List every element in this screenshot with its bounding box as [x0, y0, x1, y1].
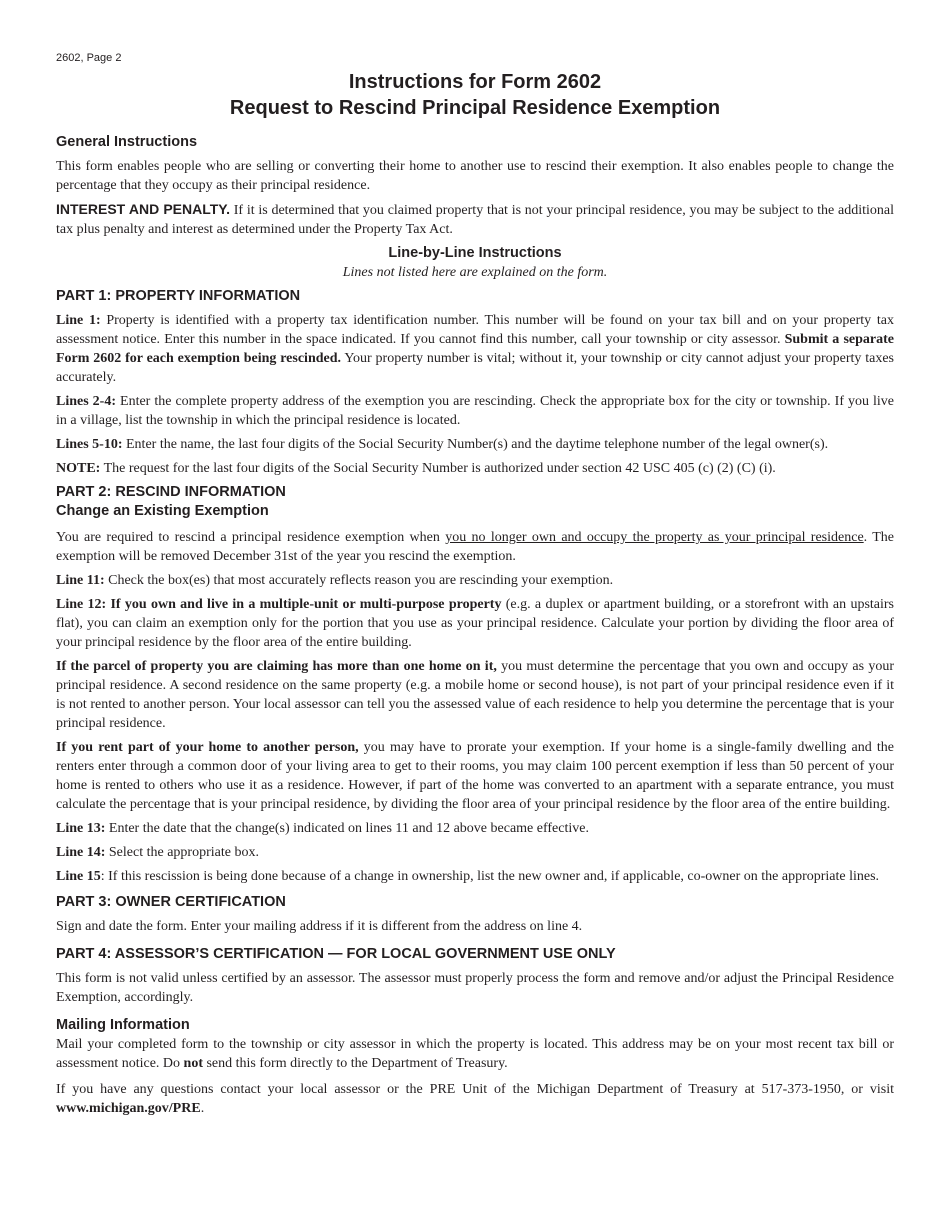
line14-label: Line 14: — [56, 845, 106, 860]
rent-paragraph — [56, 738, 894, 814]
line15-paragraph — [56, 867, 894, 886]
interest-penalty-label: INTEREST AND PENALTY. — [56, 201, 230, 217]
parcel-paragraph — [56, 657, 894, 733]
part4-text: This form is not valid unless certified by an assessor. The assessor must properly process the form and remove and/or adjust the Principal Residence Exemption, accordingly. — [56, 971, 894, 1005]
line11-text: Check the box(es) that most accurately reflects reason you are rescinding your exemption. — [104, 573, 614, 588]
note-paragraph — [56, 459, 894, 478]
general-instructions-heading: General Instructions — [56, 134, 198, 150]
line1-text-2: Your property number is vital; without it, your township or city cannot adjust your property taxes accurately. — [56, 351, 894, 385]
line1-paragraph — [56, 311, 894, 387]
line-by-line-subheading: Lines not listed here are explained on the form. — [342, 265, 608, 280]
line15-label: Line 15 — [56, 869, 101, 884]
mailing-paragraph-1 — [56, 1035, 894, 1073]
part2-heading: PART 2: RESCIND INFORMATION — [56, 484, 286, 500]
line13-label: Line 13: — [56, 821, 106, 836]
line13-text: Enter the date that the change(s) indicated on lines 11 and 12 above became effective. — [105, 821, 589, 836]
pre-website-link[interactable]: www.michigan.gov/PRE — [56, 1101, 201, 1116]
lines5-10-paragraph — [56, 435, 894, 454]
part3-text: Sign and date the form. Enter your mailing address if it is different from the address on line 4. — [56, 919, 583, 934]
part3-heading: PART 3: OWNER CERTIFICATION — [56, 894, 286, 910]
note-label: NOTE: — [56, 461, 101, 476]
title-line-2: Request to Rescind Principal Residence Exemption — [229, 97, 721, 119]
page-number: 2602, Page 2 — [56, 52, 122, 64]
line1-label: Line 1: — [56, 313, 101, 328]
line14-paragraph — [56, 843, 894, 862]
instructions-page — [56, 52, 894, 1118]
rescind-intro-underlined: you no longer own and occupy the property as your principal residence — [445, 530, 864, 545]
part2-subheading: Change an Existing Exemption — [56, 503, 269, 519]
part4-heading: PART 4: ASSESSOR’S CERTIFICATION — FOR LOCAL GOVERNMENT USE ONLY — [56, 946, 616, 962]
line12-paragraph — [56, 595, 894, 652]
lines2-4-text: Enter the complete property address of the exemption you are rescinding. Check the appropriate box for the city or township. If you live in a village, list the township in which the principal residence is located. — [56, 394, 894, 428]
parcel-label: If the parcel of property you are claiming has more than one home on it, — [56, 659, 497, 674]
rescind-intro-paragraph — [56, 528, 894, 566]
mailing-paragraph-2 — [56, 1080, 894, 1118]
line-by-line-heading: Line-by-Line Instructions — [388, 245, 562, 261]
line11-paragraph — [56, 571, 894, 590]
lines2-4-paragraph — [56, 392, 894, 430]
general-instructions-text: This form enables people who are selling or converting their home to another use to rescind their exemption. It also enables people to change the percentage that they occupy as their principal residence. — [56, 159, 894, 193]
line13-paragraph — [56, 819, 894, 838]
rescind-intro-text-2: . The exemption will be removed December 31st of the year you rescind the exemption. — [56, 530, 895, 564]
rent-text: you may have to prorate your exemption. If your home is a single-family dwelling and the renters enter through a common door of your living area to get to their rooms, you may claim 100 percent exemption if less than 50 percent of your home is rented to others who use it as a residence. However, if part of the home was converted to an apartment with a separate entrance, you must calculate the percentage that is your principal residence, by dividing the floor area of your principal residence by the floor area of the entire building. — [56, 740, 894, 812]
parcel-text: you must determine the percentage that you own and occupy as your principal residence. A second residence on the same property (e.g. a mobile home or second house), is not part of your principal residence even if it is not rented to another person. Your local assessor can tell you the assessed value of each residence to help you determine the percentage that is your principal residence. — [56, 659, 894, 731]
mailing-heading: Mailing Information — [56, 1017, 190, 1033]
lines5-10-label: Lines 5-10: — [56, 437, 123, 452]
line12-text: (e.g. a duplex or apartment building, or a storefront with an upstairs flat), you can claim an exemption only for the portion that you use as your principal residence. Calculate your portion by dividing the floor area of your principal residence by the floor area of the entire building. — [56, 597, 894, 650]
line15-text: : If this rescission is being done because of a change in ownership, list the new owner and, if applicable, co-owner on the appropriate lines. — [100, 869, 880, 884]
note-text: The request for the last four digits of the Social Security Number is authorized under section 42 USC 405 (c) (2) (C) (i). — [100, 461, 776, 476]
rescind-intro-text: You are required to rescind a principal residence exemption when — [56, 530, 446, 545]
page-title — [56, 69, 894, 121]
part1-heading: PART 1: PROPERTY INFORMATION — [56, 288, 301, 304]
mailing-text-2: If you have any questions contact your local assessor or the PRE Unit of the Michigan Department of Treasury at 517-373-1950, or visit — [56, 1082, 894, 1097]
interest-penalty-text: If it is determined that you claimed property that is not your principal residence, you may be subject to the additional tax plus penalty and interest as determined under the Property Tax Act. — [56, 203, 894, 237]
title-line-1: Instructions for Form 2602 — [348, 71, 602, 93]
mailing-text-1: Mail your completed form to the township or city assessor in which the property is located. This address may be on your most recent tax bill or assessment notice. Do — [56, 1037, 894, 1071]
lines2-4-label: Lines 2-4: — [56, 394, 117, 409]
line1-text: Property is identified with a property tax identification number. This number will be found on your tax bill and on your property tax assessment notice. Enter this number in the space indicated. If you cannot find this number, call your township or city assessor. — [56, 313, 894, 347]
mailing-not-bold: not — [183, 1056, 203, 1071]
mailing-text-2-end: . — [200, 1101, 205, 1116]
lines5-10-text: Enter the name, the last four digits of the Social Security Number(s) and the daytime telephone number of the legal owner(s). — [122, 437, 829, 452]
line1-bold-text: Submit a separate Form 2602 for each exemption being rescinded. — [56, 332, 894, 366]
line14-text: Select the appropriate box. — [105, 845, 259, 860]
rent-label: If you rent part of your home to another person, — [56, 740, 359, 755]
line11-label: Line 11: — [56, 573, 105, 588]
line12-label: Line 12: If you own and live in a multiple-unit or multi-purpose property — [56, 597, 502, 612]
interest-penalty-paragraph — [56, 200, 894, 239]
mailing-text-1-end: send this form directly to the Department of Treasury. — [202, 1056, 508, 1071]
